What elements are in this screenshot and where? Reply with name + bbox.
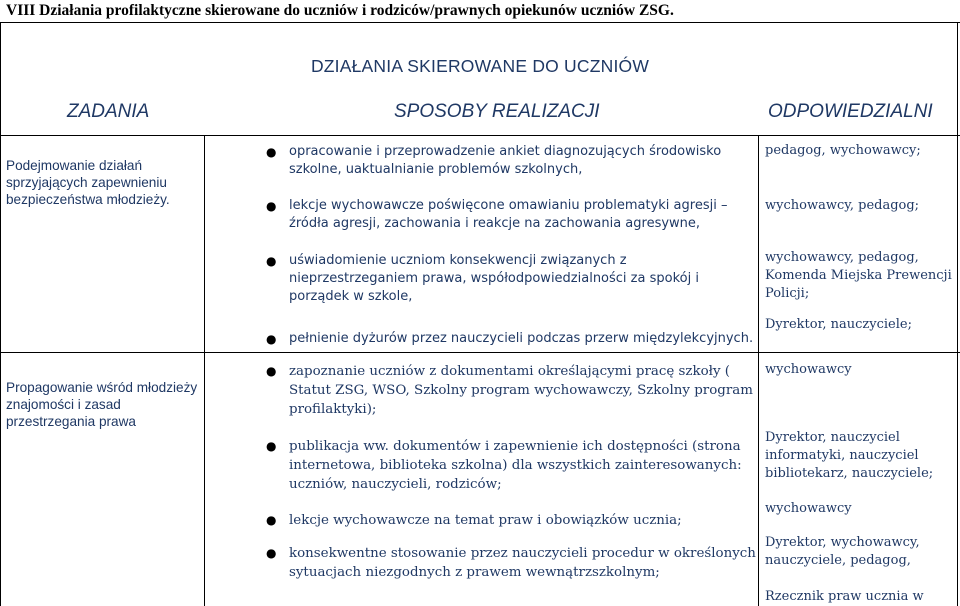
method-text: opracowanie i przeprowadzenie ankiet diagnozujących środowisko szkolne, uaktualnianie problemów szkolnych, (289, 144, 722, 177)
bullet-icon: ● (266, 332, 277, 346)
bullet-icon: ● (266, 439, 277, 453)
bullet-icon: ● (266, 254, 277, 268)
column-header-methods: SPOSOBY REALIZACJI (394, 101, 600, 122)
bullet-icon: ● (266, 145, 277, 159)
bullet-icon: ● (266, 364, 277, 378)
document-heading: VIII Działania profilaktyczne skierowane do uczniów i rodziców/prawnych opiekunów uczniów ZSG. (6, 2, 674, 19)
row2-responsible-3: wychowawcy (765, 501, 852, 516)
row1-task: Podejmowanie działań sprzyjających zapewnieniu bezpieczeństwa młodzieży. (6, 158, 170, 207)
row2-responsible-1: wychowawcy (765, 362, 852, 377)
bullet-icon: ● (266, 513, 277, 527)
method-text: pełnienie dyżurów przez nauczycieli podczas przerw międzylekcyjnych. (289, 331, 754, 346)
column-header-responsible: ODPOWIEDZIALNI (768, 101, 933, 122)
row2-responsible-4: Dyrektor, wychowawcy, nauczyciele, pedagog, (765, 535, 920, 568)
method-text: publikacja ww. dokumentów i zapewnienie ich dostępności (strona internetowa, biblioteka szkolna) dla wszystkich zainteresowanych: uczniów, nauczycieli, rodziców; (289, 439, 742, 492)
row1-responsible-1: pedagog, wychowawcy; (765, 143, 921, 158)
table-title: DZIAŁANIA SKIEROWANE DO UCZNIÓW (310, 56, 650, 76)
row1-responsible-4: Dyrektor, nauczyciele; (765, 317, 912, 332)
column-header-tasks: ZADANIA (67, 101, 150, 122)
bullet-icon: ● (266, 199, 277, 213)
method-text: lekcje wychowawcze na temat praw i obowiązków ucznia; (289, 513, 682, 528)
row2-task: Propagowanie wśród młodzieży znajomości i zasad przestrzegania prawa (6, 380, 198, 429)
method-text: uświadomienie uczniom konsekwencji związanych z nieprzestrzeganiem prawa, współodpowiedzialności za spokój i porządek w szkole, (289, 253, 699, 304)
row1-responsible-2: wychowawcy, pedagog; (765, 198, 920, 213)
row1-responsible-3: wychowawcy, pedagog, Komenda Miejska Prewencji Policji; (765, 250, 952, 301)
row2-responsible-2: Dyrektor, nauczyciel informatyki, nauczyciel bibliotekarz, nauczyciele; (765, 430, 934, 481)
method-text: lekcje wychowawcze poświęcone omawianiu problematyki agresji – źródła agresji, zachowania i reakcje na zachowania agresywne, (289, 198, 728, 231)
bullet-icon: ● (266, 546, 277, 560)
method-text: konsekwentne stosowanie przez nauczycieli procedur w określonych sytuacjach niezgodnych z prawem wewnątrzszkolnym; (289, 546, 756, 580)
row2-responsible-5: Rzecznik praw ucznia w (765, 589, 924, 604)
method-text: zapoznanie uczniów z dokumentami określającymi pracę szkoły ( Statut ZSG, WSO, Szkolny program wychowawczy, Szkolny program profilaktyki); (289, 364, 753, 417)
